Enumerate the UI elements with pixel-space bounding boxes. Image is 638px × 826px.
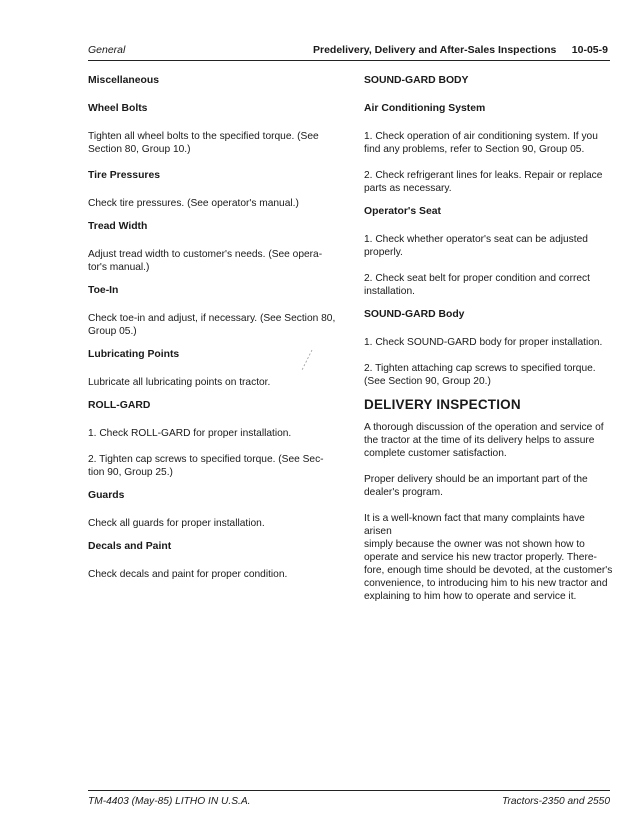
text-line: dealer's program.: [364, 487, 443, 498]
text-line: find any problems, refer to Section 90, Group 05.: [364, 144, 585, 155]
text-line: Check toe-in and adjust, if necessary. (See Section 80,: [88, 313, 336, 324]
page-footer: [88, 796, 610, 807]
text-line: parts as necessary.: [364, 183, 452, 194]
text-line: Check all guards for proper installation.: [88, 518, 265, 529]
heading-sound-gard-body-sub: SOUND-GARD Body: [364, 309, 465, 320]
right-column: [364, 74, 614, 603]
text-line: Proper delivery should be an important part of the: [364, 474, 588, 485]
text-line: Lubricate all lubricating points on tractor.: [88, 377, 271, 388]
text-line: fore, enough time should be devoted, at the customer's: [364, 565, 613, 576]
heading-miscellaneous: Miscellaneous: [88, 75, 160, 86]
text-line: 1. Check whether operator's seat can be adjusted: [364, 234, 588, 245]
heading-guards: Guards: [88, 490, 125, 501]
heading-tire-pressures: Tire Pressures: [88, 170, 161, 181]
heading-wheel-bolts: Wheel Bolts: [88, 103, 148, 114]
text-line: Check decals and paint for proper condition.: [88, 569, 288, 580]
heading-operators-seat: Operator's Seat: [364, 206, 441, 217]
text-line: tion 90, Group 25.): [88, 467, 173, 478]
text-line: properly.: [364, 247, 403, 258]
text-line: Group 05.): [88, 326, 137, 337]
text-line: 2. Tighten cap screws to specified torque. (See Sec-: [88, 454, 324, 465]
text-line: 1. Check ROLL-GARD for proper installation.: [88, 428, 292, 439]
text-line: Tighten all wheel bolts to the specified torque. (See: [88, 131, 319, 142]
text-line: convenience, to introducing him to his new tractor and: [364, 578, 608, 589]
footer-left: TM-4403 (May-85) LITHO IN U.S.A.: [88, 796, 251, 807]
page-header: [88, 44, 608, 60]
text-line: 1. Check SOUND-GARD body for proper installation.: [364, 337, 603, 348]
left-column: [88, 74, 340, 581]
text-line: the tractor at the time of its delivery helps to assure: [364, 435, 595, 446]
text-line: Adjust tread width to customer's needs. (See opera-: [88, 249, 323, 260]
heading-sound-gard-body: SOUND-GARD BODY: [364, 75, 469, 86]
text-line: complete customer satisfaction.: [364, 448, 507, 459]
heading-decals-paint: Decals and Paint: [88, 541, 172, 552]
text-line: 2. Tighten attaching cap screws to specified torque.: [364, 363, 596, 374]
heading-delivery-inspection: DELIVERY INSPECTION: [364, 397, 521, 412]
text-line: It is a well-known fact that many complaints have arisen: [364, 513, 585, 537]
header-title: Predelivery, Delivery and After-Sales Inspections: [313, 44, 557, 56]
stray-pencil-mark: [300, 348, 314, 372]
header-section: General: [88, 44, 126, 56]
text-line: Check tire pressures. (See operator's manual.): [88, 198, 299, 209]
text-line: installation.: [364, 286, 415, 297]
header-rule: [88, 60, 610, 61]
footer-rule: [88, 790, 610, 791]
text-line: simply because the owner was not shown how to: [364, 539, 585, 550]
text-line: 2. Check seat belt for proper condition and correct: [364, 273, 590, 284]
heading-air-conditioning: Air Conditioning System: [364, 103, 486, 114]
header-page-number: 10-05-9: [571, 44, 608, 56]
text-line: A thorough discussion of the operation and service of: [364, 422, 604, 433]
text-line: (See Section 90, Group 20.): [364, 376, 491, 387]
heading-tread-width: Tread Width: [88, 221, 148, 232]
footer-right: Tractors-2350 and 2550: [502, 796, 610, 807]
heading-roll-gard: ROLL-GARD: [88, 400, 151, 411]
text-line: tor's manual.): [88, 262, 150, 273]
heading-toe-in: Toe-In: [88, 285, 119, 296]
text-line: 2. Check refrigerant lines for leaks. Repair or replace: [364, 170, 603, 181]
text-line: operate and service his new tractor properly. There-: [364, 552, 597, 563]
text-line: Section 80, Group 10.): [88, 144, 191, 155]
heading-lubricating-points: Lubricating Points: [88, 349, 180, 360]
text-line: explaining to him how to operate and service it.: [364, 591, 577, 602]
text-line: 1. Check operation of air conditioning system. If you: [364, 131, 598, 142]
